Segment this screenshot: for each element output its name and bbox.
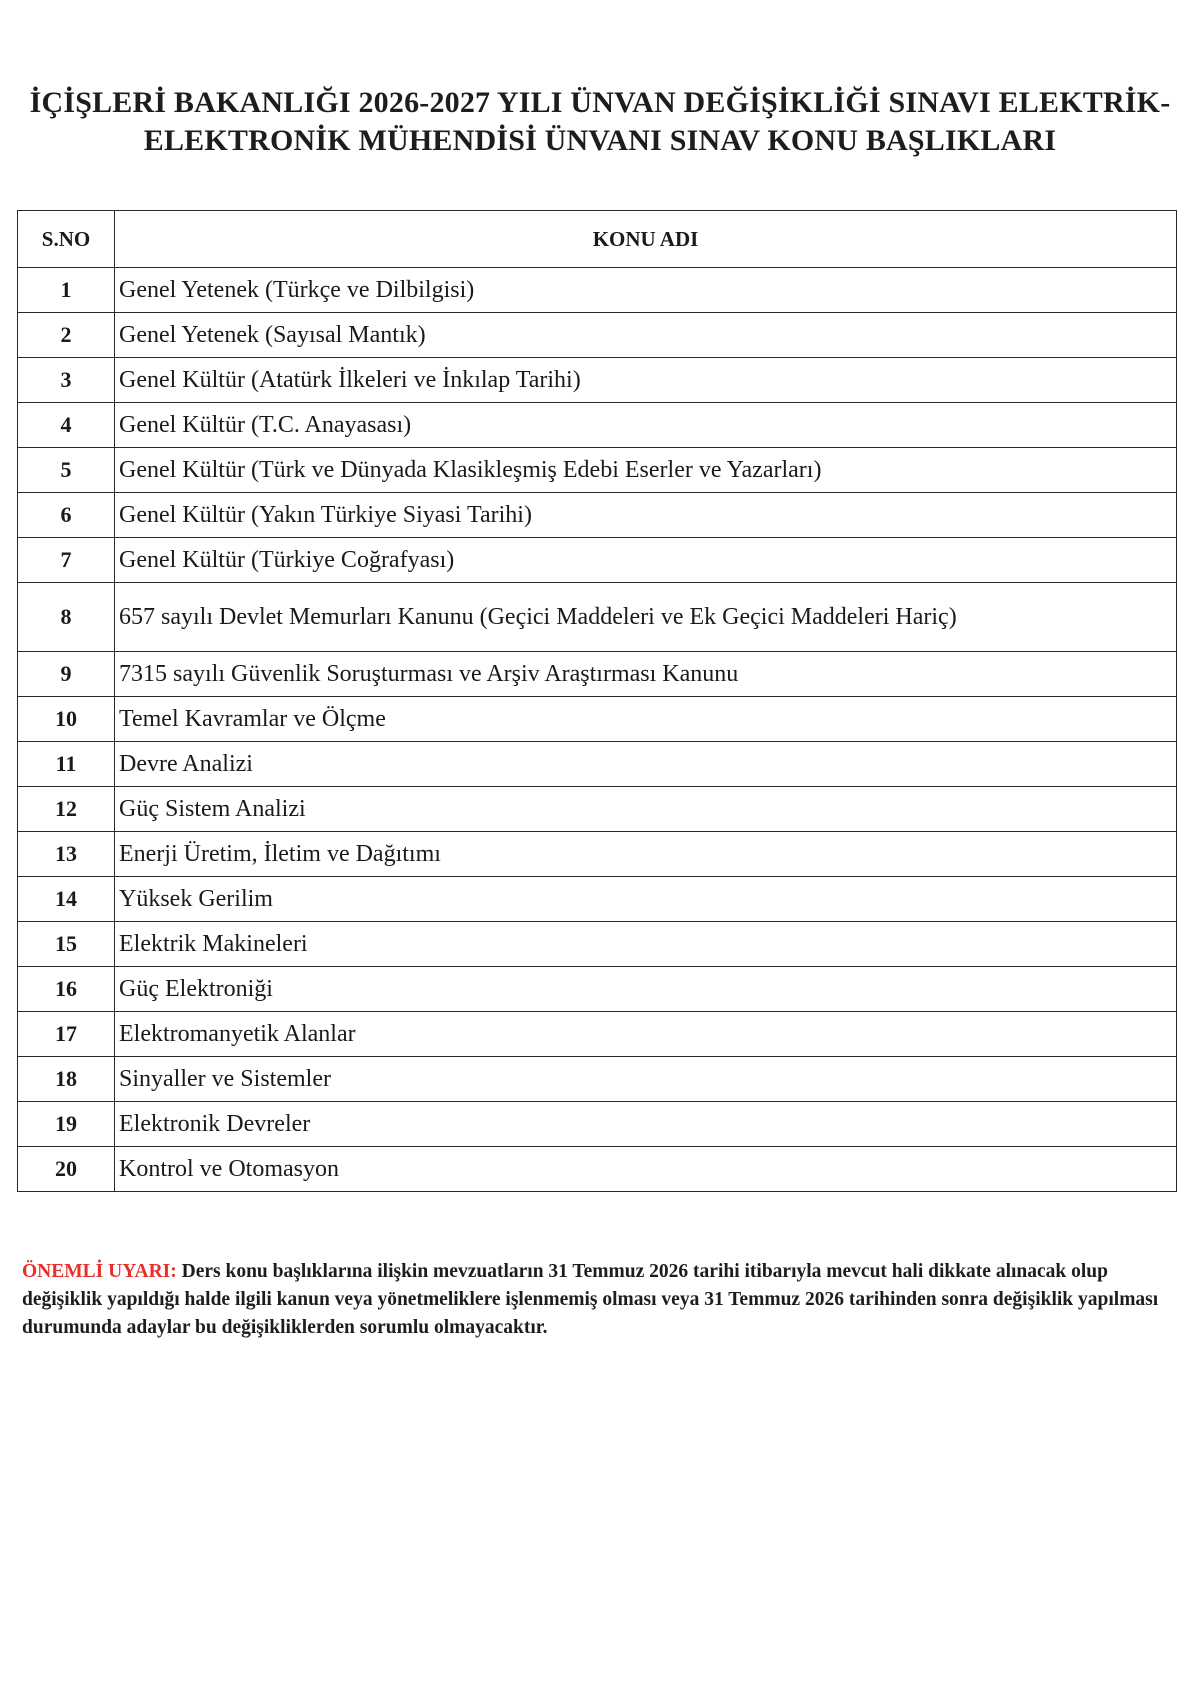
table-header-row	[18, 211, 1177, 268]
topic-name: Genel Kültür (Yakın Türkiye Siyasi Tarihi)	[115, 493, 1177, 538]
topic-name: Elektromanyetik Alanlar	[115, 1012, 1177, 1057]
table-row	[18, 877, 1177, 922]
row-number: 14	[18, 877, 115, 922]
topic-name: Genel Kültür (Türk ve Dünyada Klasikleşmiş Edebi Eserler ve Yazarları)	[115, 448, 1177, 493]
table-row	[18, 832, 1177, 877]
page-title-line-2: ELEKTRONİK MÜHENDİSİ ÜNVANI SINAV KONU BAŞLIKLARI	[143, 124, 1057, 157]
topic-name: Enerji Üretim, İletim ve Dağıtımı	[115, 832, 1177, 877]
table-row	[18, 403, 1177, 448]
row-number: 11	[18, 742, 115, 787]
table-row	[18, 1057, 1177, 1102]
row-number: 17	[18, 1012, 115, 1057]
row-number: 19	[18, 1102, 115, 1147]
topics-table	[17, 210, 1177, 1192]
topic-name: Temel Kavramlar ve Ölçme	[115, 697, 1177, 742]
row-number: 2	[18, 313, 115, 358]
row-number: 15	[18, 922, 115, 967]
topic-name: Sinyaller ve Sistemler	[115, 1057, 1177, 1102]
page-title-line-1: İÇİŞLERİ BAKANLIĞI 2026-2027 YILI ÜNVAN DEĞİŞİKLİĞİ SINAVI ELEKTRİK-	[29, 86, 1171, 119]
row-number: 6	[18, 493, 115, 538]
topic-name: Kontrol ve Otomasyon	[115, 1147, 1177, 1192]
topic-name: Genel Yetenek (Türkçe ve Dilbilgisi)	[115, 268, 1177, 313]
table-row	[18, 358, 1177, 403]
important-warning	[22, 1258, 1172, 1342]
row-number: 9	[18, 652, 115, 697]
table-row	[18, 697, 1177, 742]
topic-name: Genel Kültür (T.C. Anayasası)	[115, 403, 1177, 448]
row-number: 1	[18, 268, 115, 313]
table-row	[18, 1012, 1177, 1057]
row-number: 8	[18, 583, 115, 652]
table-row	[18, 313, 1177, 358]
table-row	[18, 538, 1177, 583]
row-number: 13	[18, 832, 115, 877]
table-row	[18, 787, 1177, 832]
warning-text: Ders konu başlıklarına ilişkin mevzuatların 31 Temmuz 2026 tarihi itibarıyla mevcut hali dikkate alınacak olup değişiklik yapıldığı halde ilgili kanun veya yönetmeliklere işlenmemiş olması veya 31 Temmuz 2026 tarihinden sonra değişiklik yapılması durumunda adaylar bu değişikliklerden sorumlu olmayacaktır.	[22, 1260, 1159, 1338]
page-title	[0, 84, 1200, 160]
header-konu-adi: KONU ADI	[115, 211, 1177, 268]
topic-name: Genel Kültür (Atatürk İlkeleri ve İnkılap Tarihi)	[115, 358, 1177, 403]
table-row	[18, 967, 1177, 1012]
topic-name: Yüksek Gerilim	[115, 877, 1177, 922]
topic-name: Güç Elektroniği	[115, 967, 1177, 1012]
row-number: 7	[18, 538, 115, 583]
table-row	[18, 922, 1177, 967]
table-row	[18, 448, 1177, 493]
row-number: 18	[18, 1057, 115, 1102]
table-row	[18, 1102, 1177, 1147]
row-number: 16	[18, 967, 115, 1012]
warning-label: ÖNEMLİ UYARI:	[22, 1260, 177, 1282]
table-row	[18, 493, 1177, 538]
row-number: 5	[18, 448, 115, 493]
topic-name: Devre Analizi	[115, 742, 1177, 787]
row-number: 10	[18, 697, 115, 742]
table-row	[18, 652, 1177, 697]
topic-name: Genel Yetenek (Sayısal Mantık)	[115, 313, 1177, 358]
row-number: 12	[18, 787, 115, 832]
table-row	[18, 268, 1177, 313]
topic-name: Elektrik Makineleri	[115, 922, 1177, 967]
topic-name: Güç Sistem Analizi	[115, 787, 1177, 832]
row-number: 20	[18, 1147, 115, 1192]
table-row	[18, 1147, 1177, 1192]
header-sno: S.NO	[18, 211, 115, 268]
topic-name: 657 sayılı Devlet Memurları Kanunu (Geçici Maddeleri ve Ek Geçici Maddeleri Hariç)	[115, 583, 1177, 652]
row-number: 4	[18, 403, 115, 448]
topic-name: Genel Kültür (Türkiye Coğrafyası)	[115, 538, 1177, 583]
topic-name: 7315 sayılı Güvenlik Soruşturması ve Arşiv Araştırması Kanunu	[115, 652, 1177, 697]
table-row	[18, 742, 1177, 787]
row-number: 3	[18, 358, 115, 403]
topic-name: Elektronik Devreler	[115, 1102, 1177, 1147]
table-row	[18, 583, 1177, 652]
